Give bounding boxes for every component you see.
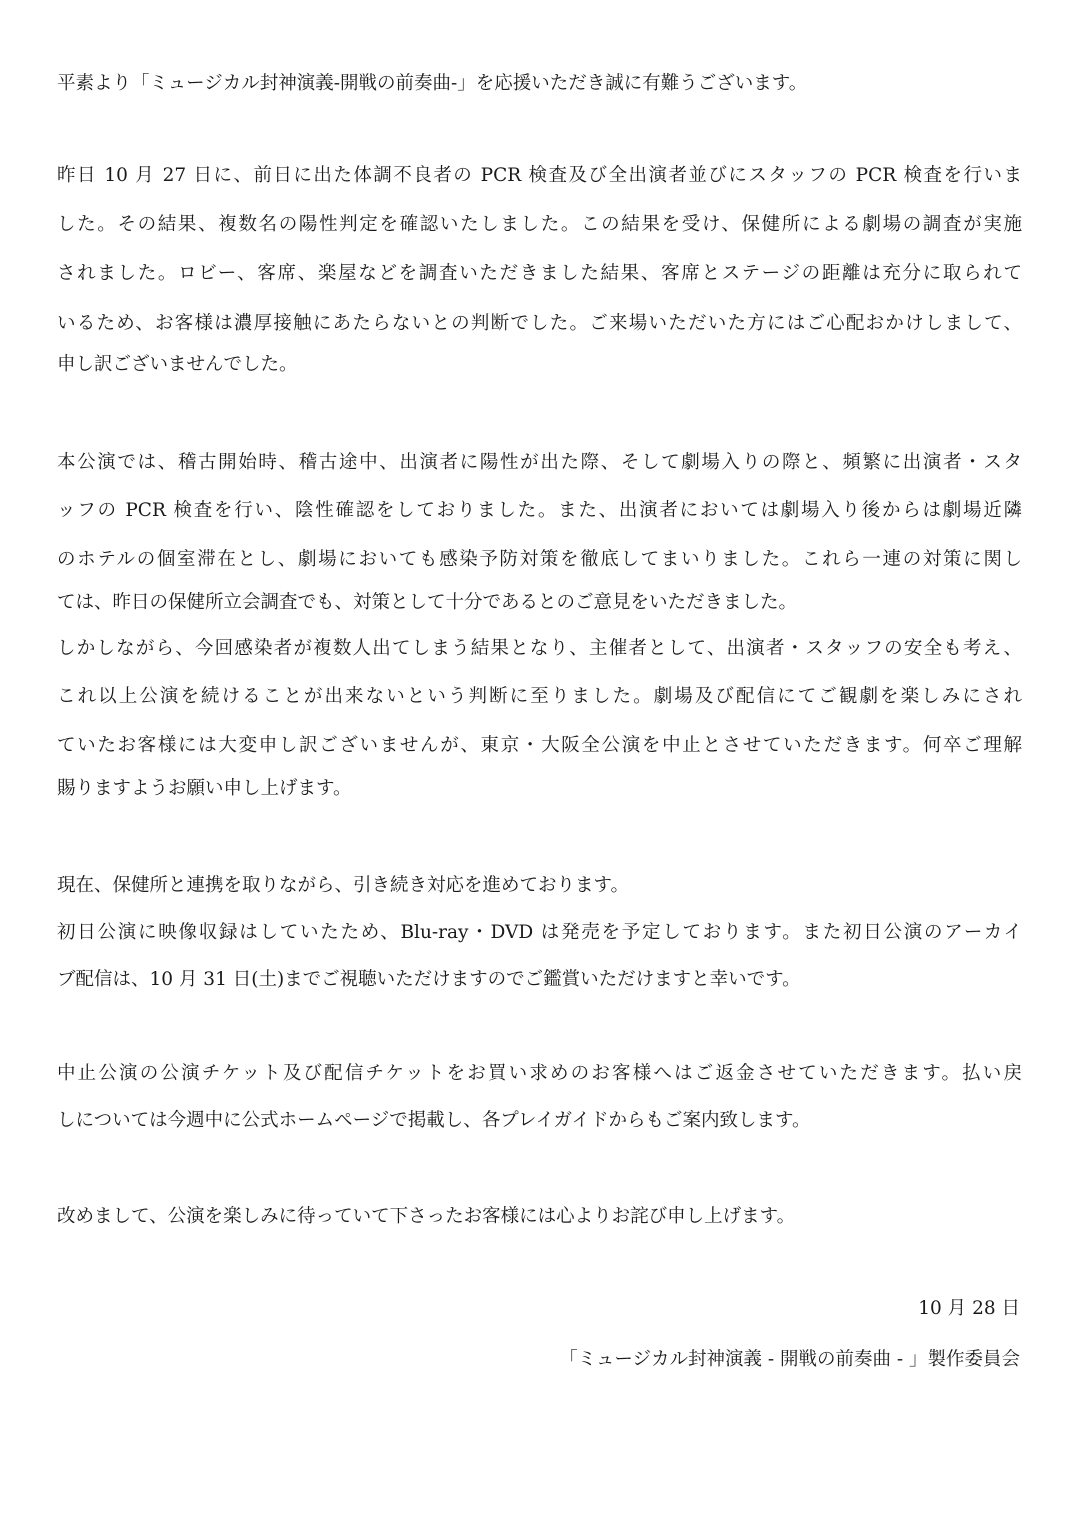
paragraph-countermeasures-line: ては、昨日の保健所立会調査でも、対策として十分であるとのご意見をいただきました。 bbox=[57, 592, 798, 613]
paragraph-pcr-result-line: 昨日 10 月 27 日に、前日に出た体調不良者の PCR 検査及び全出演者並びにスタッフの PCR 検査を行いま bbox=[57, 165, 1022, 186]
paragraph-countermeasures-line: のホテルの個室滞在とし、劇場においても感染予防対策を徹底してまいりました。これら一連の対策に関し bbox=[57, 549, 1022, 570]
paragraph-refund-line: 中止公演の公演チケット及び配信チケットをお買い求めのお客様へはご返金させていただきます。払い戻 bbox=[57, 1063, 1022, 1084]
paragraph-refund-line: しについては今週中に公式ホームページで掲載し、各プレイガイドからもご案内致します。 bbox=[57, 1110, 811, 1131]
paragraph-cancellation-line: しかしながら、今回感染者が複数人出てしまう結果となり、主催者として、出演者・スタッフの安全も考え、 bbox=[57, 638, 1022, 659]
paragraph-pcr-result-line: した。その結果、複数名の陽性判定を確認いたしました。この結果を受け、保健所による劇場の調査が実施 bbox=[57, 214, 1022, 235]
paragraph-greeting-line: 平素より「ミュージカル封神演義-開戦の前奏曲-」を応援いただき誠に有難うございます。 bbox=[57, 73, 808, 94]
document-signature: 「ミュージカル封神演義 - 開戦の前奏曲 - 」製作委員会 bbox=[559, 1349, 1020, 1370]
paragraph-archive-line: 初日公演に映像収録はしていたため、Blu-ray・DVD は発売を予定しております。また初日公演のアーカイ bbox=[57, 922, 1022, 943]
paragraph-pcr-result-line: いるため、お客様は濃厚接触にあたらないとの判断でした。ご来場いただいた方にはご心配おかけしまして、 bbox=[57, 313, 1022, 334]
paragraph-archive-line: ブ配信は、10 月 31 日(土)までご視聴いただけますのでご鑑賞いただけますと幸いです。 bbox=[57, 969, 801, 990]
paragraph-cancellation-line: ていたお客様には大変申し訳ございませんが、東京・大阪全公演を中止とさせていただきます。何卒ご理解 bbox=[57, 735, 1022, 756]
paragraph-pcr-result-line: 申し訳ございませんでした。 bbox=[57, 354, 298, 375]
paragraph-countermeasures-line: ッフの PCR 検査を行い、陰性確認をしておりました。また、出演者においては劇場入り後からは劇場近隣 bbox=[57, 500, 1022, 521]
paragraph-apology-line: 改めまして、公演を楽しみに待っていて下さったお客様には心よりお詫び申し上げます。 bbox=[57, 1206, 796, 1227]
paragraph-pcr-result-line: されました。ロビー、客席、楽屋などを調査いただきました結果、客席とステージの距離は充分に取られて bbox=[57, 263, 1022, 284]
paragraph-cancellation-line: これ以上公演を続けることが出来ないという判断に至りました。劇場及び配信にてご観劇を楽しみにされ bbox=[57, 686, 1022, 707]
paragraph-response-line: 現在、保健所と連携を取りながら、引き続き対応を進めております。 bbox=[57, 875, 630, 896]
paragraph-countermeasures-line: 本公演では、稽古開始時、稽古途中、出演者に陽性が出た際、そして劇場入りの際と、頻繁に出演者・スタ bbox=[57, 452, 1022, 473]
paragraph-cancellation-line: 賜りますようお願い申し上げます。 bbox=[57, 778, 352, 799]
document-date: 10 月 28 日 bbox=[918, 1298, 1020, 1319]
